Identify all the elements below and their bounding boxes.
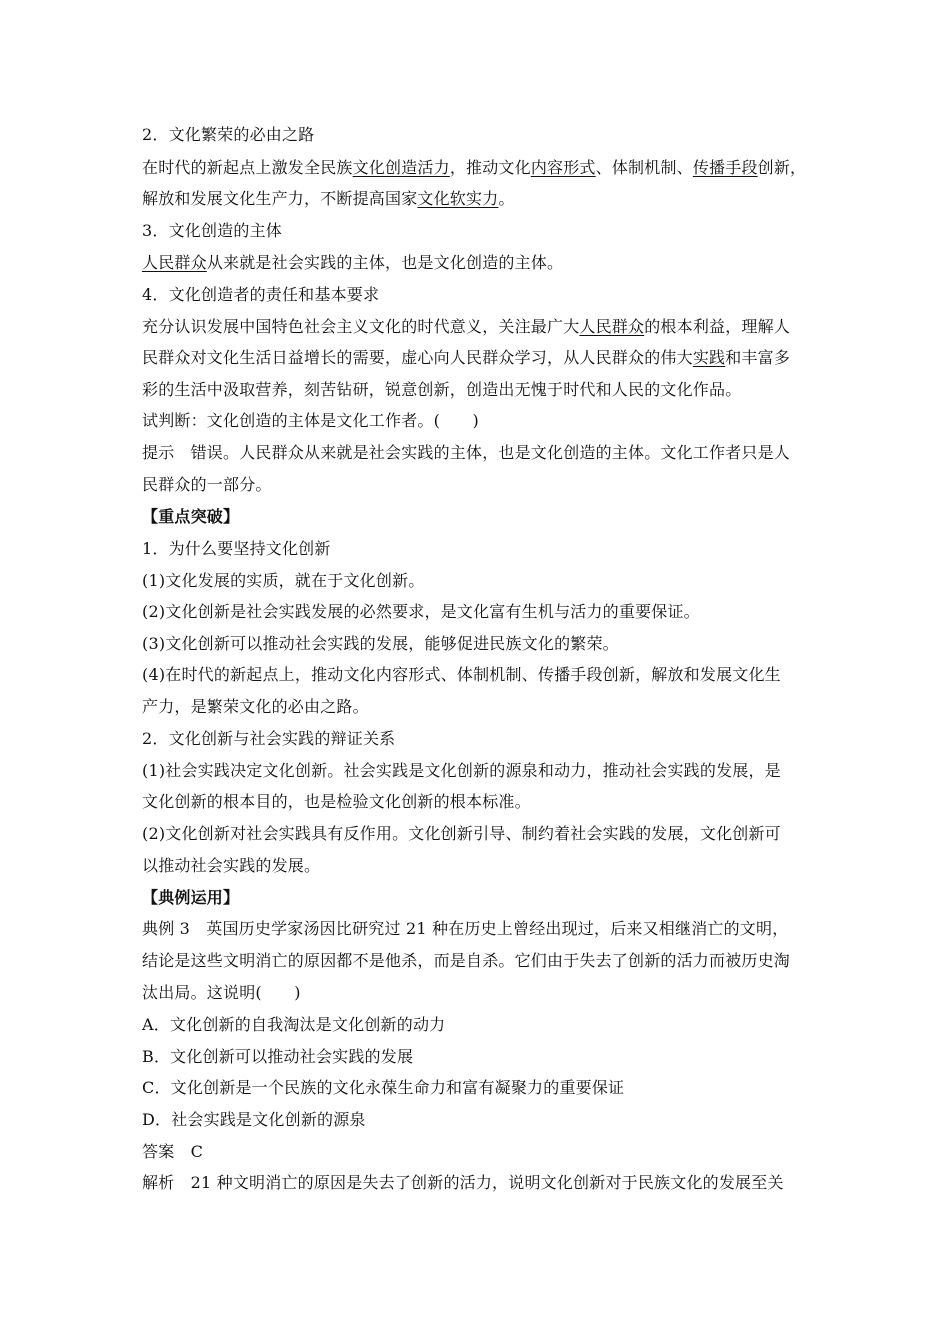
underlined-term: 人民群众 — [142, 253, 207, 272]
breakthrough-q2-item: (1)社会实践决定文化创新。社会实践是文化创新的源泉和动力，推动社会实践的发展，是 — [142, 761, 781, 780]
example-header: 【典例运用】 — [142, 888, 240, 907]
section-4-body-line-3: 彩的生活中汲取营养，刻苦钻研，锐意创新，创造出无愧于时代和人民的文化作品。 — [142, 380, 742, 399]
option-c: C．文化创新是一个民族的文化永葆生命力和富有凝聚力的重要保证 — [142, 1078, 625, 1097]
text-run: 解放和发展文化生产力，不断提高国家 — [142, 189, 418, 208]
option-a: A．文化创新的自我淘汰是文化创新的动力 — [142, 1015, 446, 1034]
breakthrough-q1-item: (2)文化创新是社会实践发展的必然要求，是文化富有生机与活力的重要保证。 — [142, 602, 700, 621]
judge-hint-line-2: 民群众的一部分。 — [142, 475, 272, 494]
option-d: D．社会实践是文化创新的源泉 — [142, 1110, 366, 1129]
text-run: 充分认识发展中国特色社会主义文化的时代意义，关注最广大 — [142, 317, 580, 336]
section-2-title: 2．文化繁荣的必由之路 — [142, 125, 315, 144]
breakthrough-header: 【重点突破】 — [142, 507, 240, 526]
judge-question: 试判断：文化创造的主体是文化工作者。( ) — [142, 411, 479, 430]
underlined-term: 文化创造活力 — [352, 158, 450, 177]
analysis: 解析 21 种文明消亡的原因是失去了创新的活力，说明文化创新对于民族文化的发展至关 — [142, 1173, 784, 1192]
underlined-term: 传播手段 — [692, 158, 758, 177]
section-3-body — [142, 252, 822, 274]
breakthrough-q1-item: (1)文化发展的实质，就在于文化创新。 — [142, 571, 425, 590]
section-2-body-line-1 — [142, 157, 822, 179]
breakthrough-q1-item: (3)文化创新可以推动社会实践的发展，能够促进民族文化的繁荣。 — [142, 634, 619, 653]
breakthrough-q2-title: 2．文化创新与社会实践的辩证关系 — [142, 729, 396, 748]
underlined-term: 人民群众 — [579, 317, 645, 336]
judge-hint-line-1: 提示 错误。人民群众从来就是社会实践的主体，也是文化创造的主体。文化工作者只是人 — [142, 443, 791, 462]
text-run: 在时代的新起点上激发全民族 — [142, 158, 353, 177]
breakthrough-q2-item: (2)文化创新对社会实践具有反作用。文化创新引导、制约着社会实践的发展，文化创新可 — [142, 824, 781, 843]
breakthrough-q2-item: 文化创新的根本目的，也是检验文化创新的根本标准。 — [142, 792, 531, 811]
breakthrough-q2-item: 以推动社会实践的发展。 — [142, 856, 321, 875]
section-4-body-line-1 — [142, 316, 822, 338]
example-question-line-3: 汰出局。这说明( ) — [142, 983, 301, 1002]
text-run: 从来就是社会实践的主体，也是文化创造的主体。 — [206, 253, 564, 272]
text-run: 民群众对文化生活日益增长的需要，虚心向人民群众学习，从人民群众的伟大 — [142, 348, 693, 367]
underlined-term: 文化软实力 — [417, 189, 499, 208]
breakthrough-q1-title: 1．为什么要坚持文化创新 — [142, 539, 331, 558]
underlined-term: 实践 — [692, 348, 726, 367]
breakthrough-q1-item: (4)在时代的新起点上，推动文化内容形式、体制机制、传播手段创新，解放和发展文化生 — [142, 665, 781, 684]
section-3-title: 3．文化创造的主体 — [142, 221, 282, 240]
answer: 答案 C — [142, 1142, 204, 1161]
section-2-body-line-2 — [142, 188, 822, 210]
text-run: 和丰富多 — [725, 348, 791, 367]
text-run: 。 — [498, 189, 515, 208]
option-b: B．文化创新可以推动社会实践的发展 — [142, 1047, 414, 1066]
text-run: ，推动文化 — [449, 158, 531, 177]
section-4-title: 4．文化创造者的责任和基本要求 — [142, 285, 380, 304]
section-4-body-line-2 — [142, 347, 822, 369]
text-run: 、体制机制、 — [595, 158, 693, 177]
example-question-line-2: 结论是这些文明消亡的原因都不是他杀，而是自杀。它们由于失去了创新的活力而被历史淘 — [142, 951, 791, 970]
text-run: 创新， — [757, 158, 807, 177]
text-run: 的根本利益，理解人 — [644, 317, 791, 336]
example-question-line-1: 典例 3 英国历史学家汤因比研究过 21 种在历史上曾经出现过，后来又相继消亡的文明， — [142, 919, 789, 938]
breakthrough-q1-item: 产力，是繁荣文化的必由之路。 — [142, 697, 369, 716]
underlined-term: 内容形式 — [530, 158, 596, 177]
